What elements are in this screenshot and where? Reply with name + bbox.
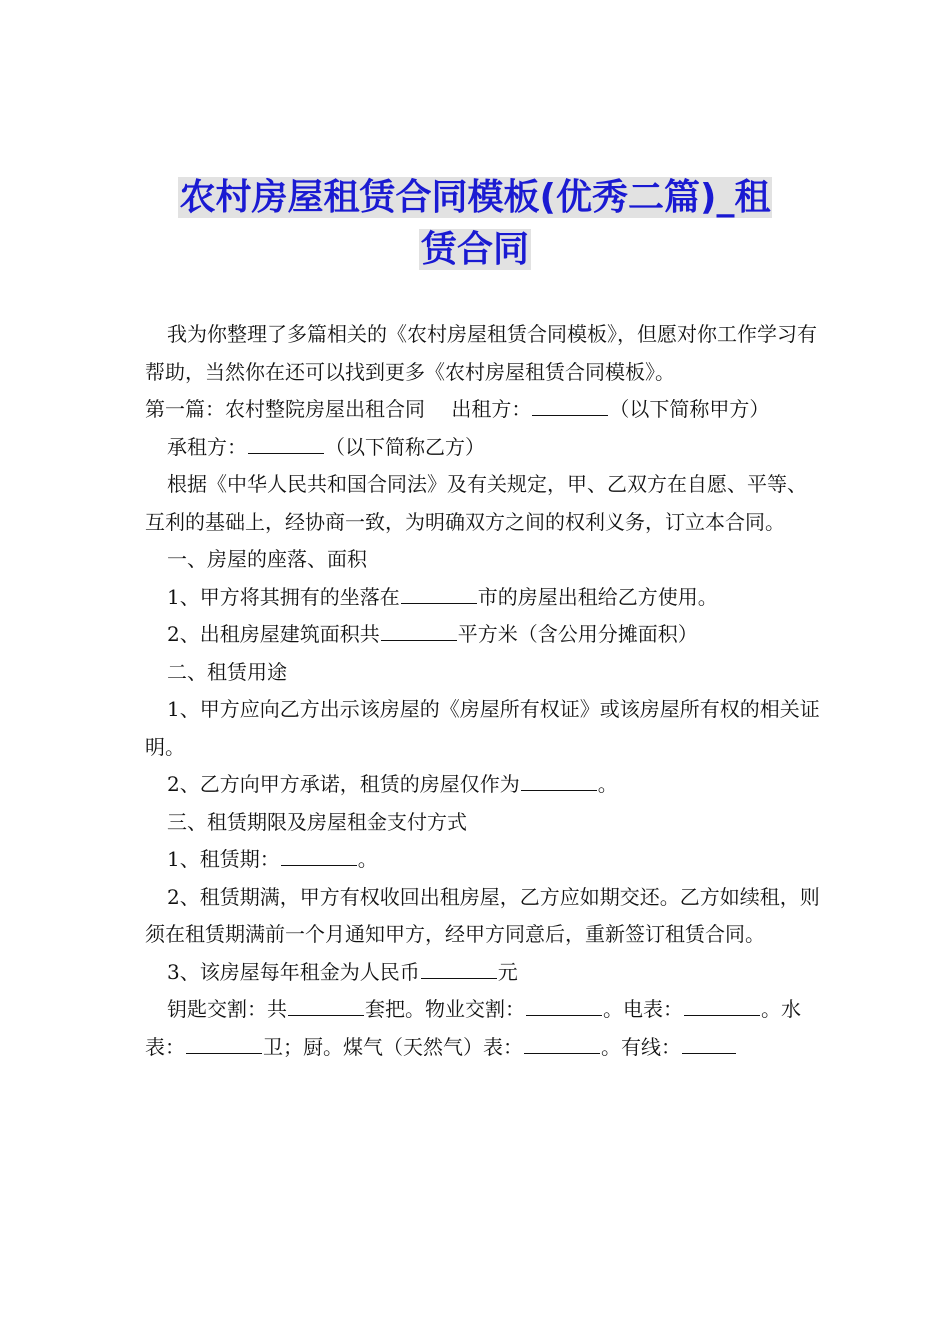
- first-chapter-lessor-label: 第一篇：农村整院房屋出租合同 出租方：: [145, 397, 532, 421]
- city-blank: [401, 579, 477, 604]
- clause-2-2-text-b: 。: [597, 772, 618, 796]
- intro-paragraph: 我为你整理了多篇相关的《农村房屋租赁合同模板》，但愿对你工作学习有帮助，当然你在还可以找到更多《农村房屋租赁合同模板》。: [145, 322, 817, 384]
- clause-3-1-text-b: 。: [357, 847, 378, 871]
- area-blank: [381, 616, 457, 641]
- clause-1-1-text-a: 1、甲方将其拥有的坐落在: [167, 584, 400, 609]
- electric-meter-blank: [684, 991, 760, 1016]
- property-blank: [526, 991, 602, 1016]
- clause-1-2-text-b: 平方米（含公用分摊面积）: [457, 622, 698, 646]
- clause-2-1: 1、甲方应向乙方出示该房屋的《房屋所有权证》或该房屋所有权的相关证明。: [145, 697, 820, 759]
- clause-3-3-text-b: 元: [497, 959, 518, 984]
- keys-text-b: 套把。物业交割：: [365, 997, 525, 1021]
- clause-3-1-text-a: 1、租赁期：: [167, 847, 280, 871]
- term-blank: [281, 841, 357, 866]
- document-body: [145, 316, 825, 1066]
- title-line-2: 赁合同: [420, 229, 529, 270]
- title-line-1: 农村房屋租赁合同模板(优秀二篇)_租: [179, 177, 771, 218]
- lessee-blank: [248, 429, 324, 454]
- lessee-note: （以下简称乙方）: [325, 434, 485, 459]
- clause-1-2: [145, 616, 825, 654]
- lessor-note: （以下简称甲方）: [609, 397, 770, 421]
- clause-1-1: [145, 579, 825, 617]
- section-heading-term: 三、租赁期限及房屋租金支付方式: [167, 809, 467, 834]
- section-heading-purpose: 二、租赁用途: [167, 659, 287, 684]
- keys-text-f: 。有线：: [601, 1034, 681, 1059]
- water-meter-blank: [186, 1029, 262, 1054]
- clause-3-3-text-a: 3、该房屋每年租金为人民币: [167, 959, 420, 984]
- gas-meter-blank: [524, 1029, 600, 1054]
- clause-3-1: [145, 841, 825, 879]
- keys-text-a: 钥匙交割：共: [167, 997, 287, 1021]
- handover-paragraph: [145, 991, 825, 1066]
- clause-2-2: [145, 766, 825, 804]
- cable-blank: [682, 1029, 736, 1054]
- lessee-label: 承租方：: [167, 434, 247, 459]
- clause-1-1-text-b: 市的房屋出租给乙方使用。: [477, 584, 718, 609]
- preamble-paragraph: 根据《中华人民共和国合同法》及有关规定，甲、乙双方在自愿、平等、互利的基础上，经协商一致，为明确双方之间的权利义务，订立本合同。: [145, 472, 807, 534]
- rent-blank: [421, 954, 497, 979]
- keys-text-e: 卫；厨。煤气（天然气）表：: [263, 1034, 523, 1059]
- section-first-lessor: [145, 391, 825, 429]
- clause-2-2-text-a: 2、乙方向甲方承诺，租赁的房屋仅作为: [167, 772, 520, 796]
- keys-text-d: 。水表：: [145, 997, 801, 1059]
- section-heading-location: 一、房屋的座落、面积: [167, 547, 367, 571]
- keys-blank: [288, 991, 364, 1016]
- clause-3-2: 2、租赁期满，甲方有权收回出租房屋，乙方应如期交还。乙方如续租，则须在租赁期满前一个月通知甲方，经甲方同意后，重新签订租赁合同。: [145, 884, 820, 946]
- lessee-line: [145, 429, 825, 467]
- lessor-blank: [532, 391, 608, 416]
- clause-3-3: [145, 954, 825, 992]
- purpose-blank: [521, 766, 597, 791]
- document-title: [120, 172, 830, 276]
- keys-text-c: 。电表：: [603, 997, 683, 1021]
- clause-1-2-text-a: 2、出租房屋建筑面积共: [167, 622, 380, 646]
